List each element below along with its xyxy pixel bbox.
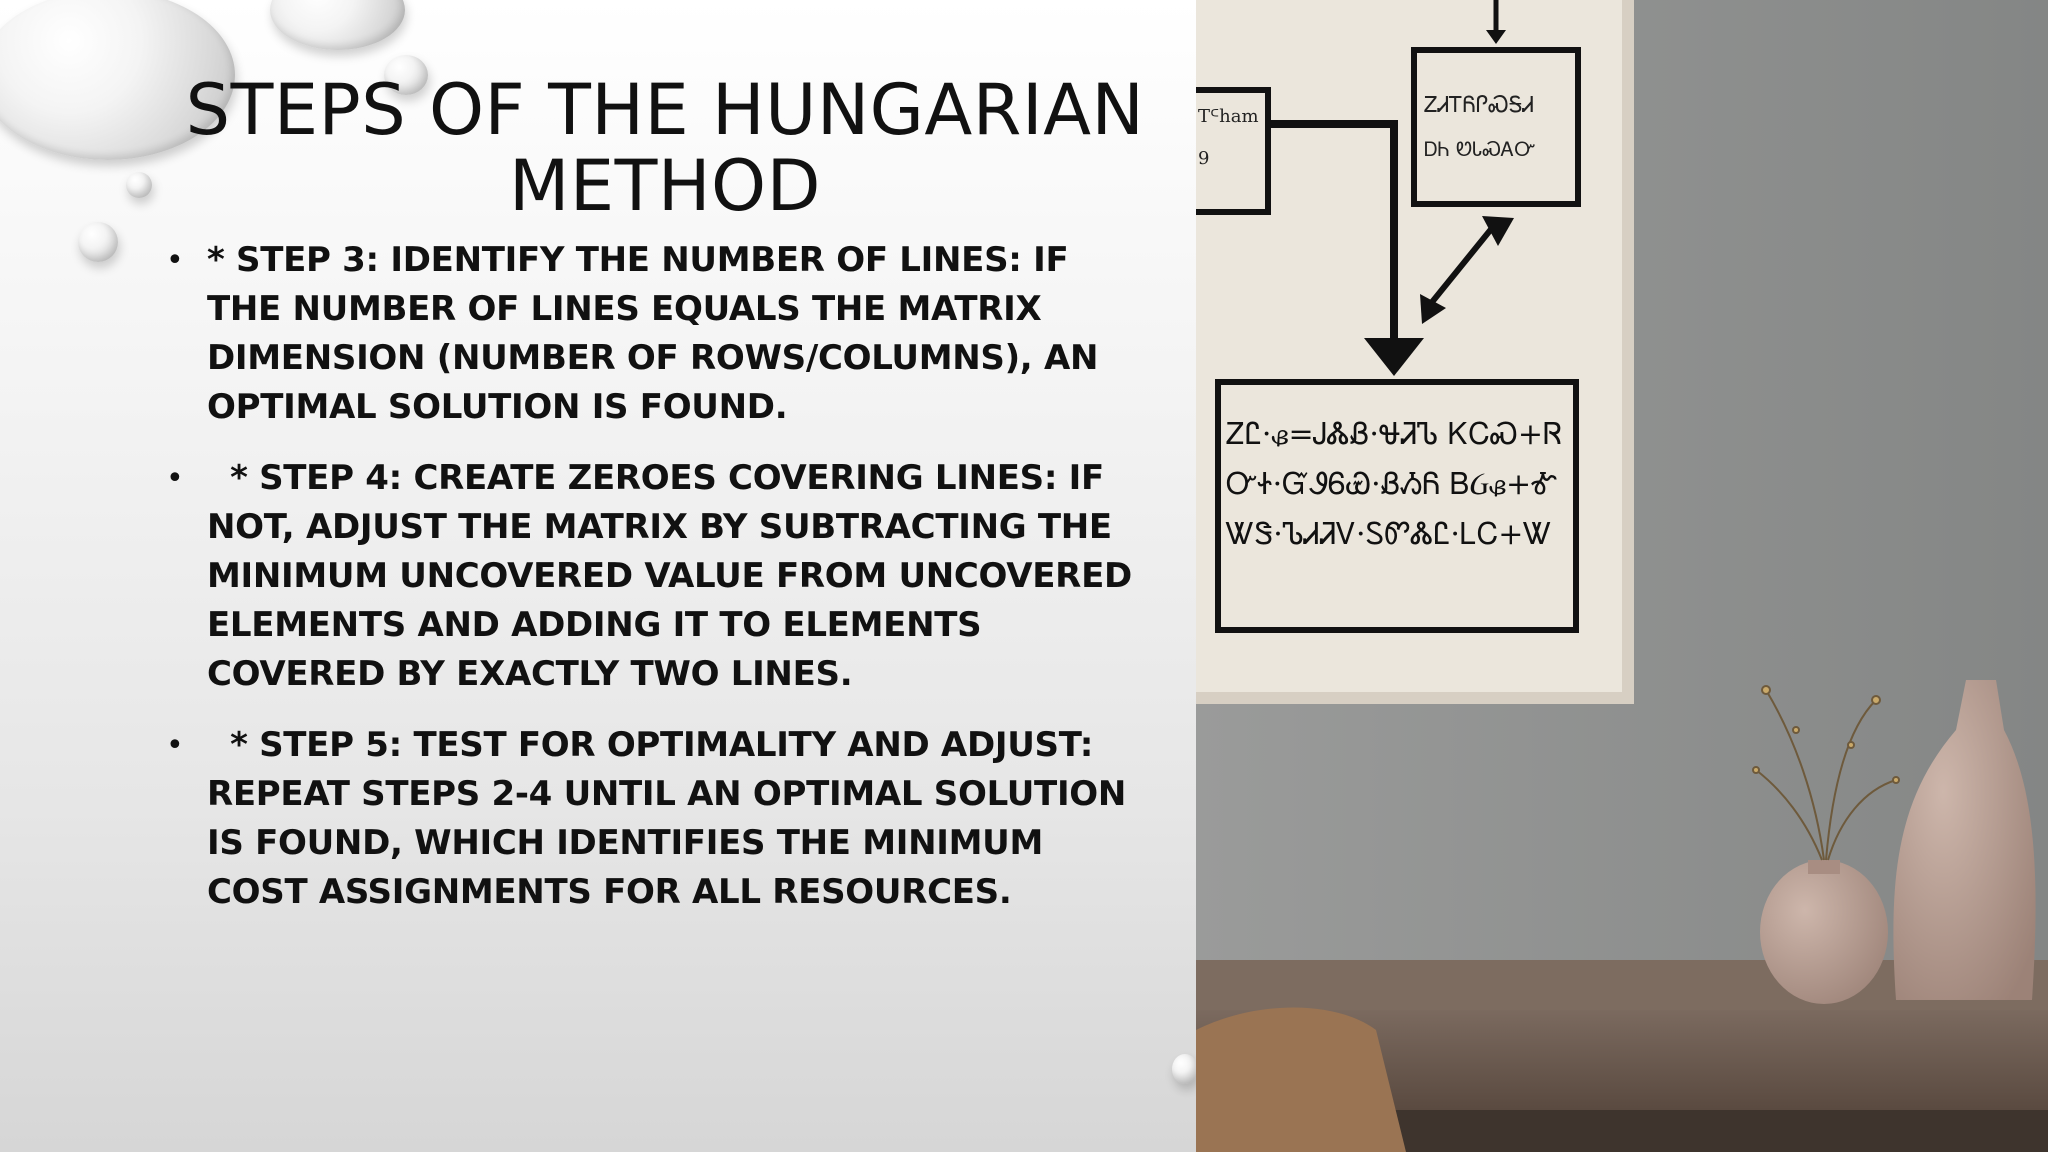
water-drop-decoration [126,172,152,198]
flowchart-box-text: ᏃᏗᎢᏲᎵᏍᎦᏗ [1424,93,1535,118]
flowchart-box-text: 9 [1198,148,1210,169]
bullet-marker: • [166,461,184,496]
bullet-marker: • [166,243,184,278]
bullet-text: * STEP 5: TEST FOR OPTIMALITY AND ADJUST: REPEAT STEPS 2-4 UNTIL AN OPTIMAL SOLUTION IS FOUND, WHICH IDENTIFIES THE MINIMUM COST ASSIGNMENTS FOR ALL RESOURCES. [207,725,1138,912]
decorative-photo [1196,0,2048,1152]
flowchart-box-text: Tᒼham [1198,106,1259,127]
slide-title: STEPS OF THE HUNGARIAN METHOD [185,69,1145,227]
framed-poster [1196,0,1634,704]
matrix-row: ᏅᏐ·ᏳᏭᏮᏯ·ᏰᏱᏲ ᏴᏵᏸ+Ꮉ [1226,467,1558,502]
bullet-item [160,454,1150,699]
water-drop-decoration [78,222,118,262]
water-drop-decoration [270,0,405,50]
bullet-item [160,236,1150,432]
bullet-list [160,236,1150,939]
chair-back [1196,1008,1406,1152]
matrix-row: ᏔᏕ·ᏖᏗᏘᏙ·ᏚᏛᏜᏝ·ᏞᏟ+Ꮤ [1226,517,1552,552]
bullet-marker: • [166,728,184,763]
photo-illustration [1196,0,2048,1152]
bullet-item [160,721,1150,917]
bullet-text: * STEP 3: IDENTIFY THE NUMBER OF LINES: IF THE NUMBER OF LINES EQUALS THE MATRIX DIMENSION (NUMBER OF ROWS/COLUMNS), AN OPTIMAL SOLUTION IS FOUND. [207,240,1110,427]
bullet-text: * STEP 4: CREATE ZEROES COVERING LINES: IF NOT, ADJUST THE MATRIX BY SUBTRACTING THE MINIMUM UNCOVERED VALUE FROM UNCOVERED ELEMENTS AND ADDING IT TO ELEMENTS COVERED BY EXACTLY TWO LINES. [207,458,1144,694]
matrix-row: ᏃᏝ·ᏸ=ᎫᏜᏰ·ᏠᏘᏖ ᏦᏟᏍ+Ꮢ [1226,417,1563,452]
vase-small [1760,860,1888,1004]
water-drop-decoration [1172,1054,1196,1084]
flowchart-box-text: ᎠᏂ ᏬᏓᏍᎪᏅ [1424,137,1536,161]
